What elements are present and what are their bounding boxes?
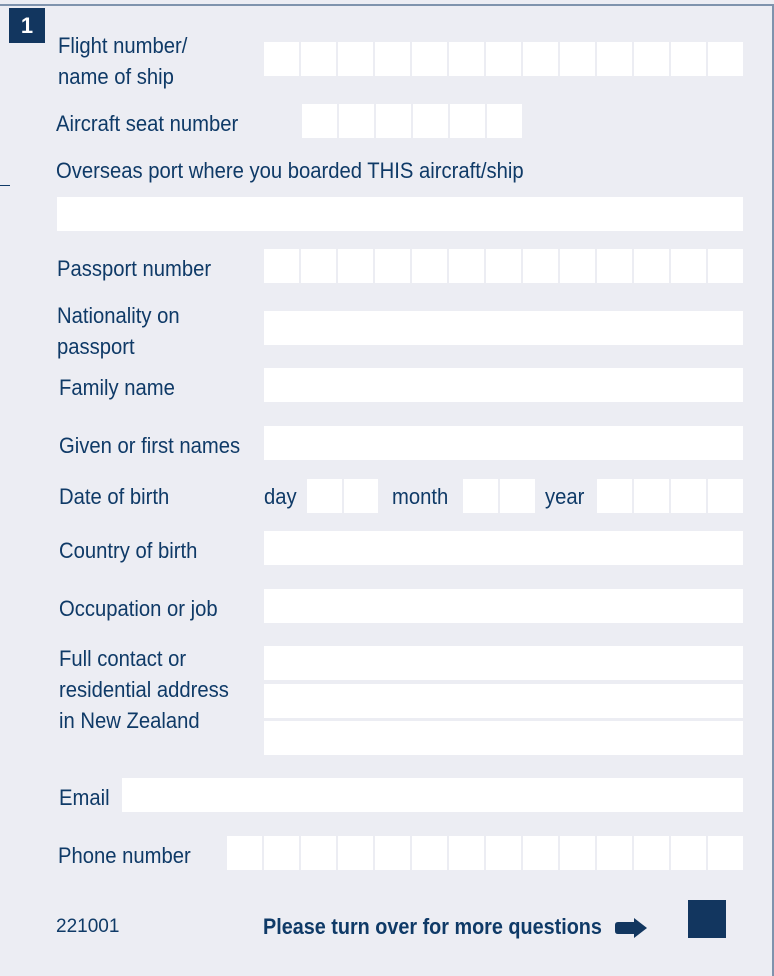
seat-number-label: Aircraft seat number <box>56 111 239 136</box>
address-label: Full contact or residential address in New Zealand <box>59 646 229 733</box>
phone-number-label: Phone number <box>58 843 191 868</box>
family-name-field[interactable] <box>264 368 743 402</box>
form-code: 221001 <box>56 916 120 937</box>
address-line-2-field[interactable] <box>264 684 743 718</box>
country-of-birth-label: Country of birth <box>59 538 198 563</box>
seat-number-field[interactable] <box>302 104 522 138</box>
given-names-field[interactable] <box>264 426 743 460</box>
given-names-label: Given or first names <box>59 433 241 458</box>
occupation-field[interactable] <box>264 589 743 623</box>
day-label: day <box>264 484 297 509</box>
year-label: year <box>545 484 585 509</box>
top-border <box>0 4 774 6</box>
nationality-label: Nationality on passport <box>57 303 180 359</box>
section-number: 1 <box>9 8 45 43</box>
country-of-birth-field[interactable] <box>264 531 743 565</box>
dob-label: Date of birth <box>59 484 170 509</box>
passport-number-label: Passport number <box>57 256 212 281</box>
dob-year-field[interactable] <box>597 479 743 513</box>
address-line-1-field[interactable] <box>264 646 743 680</box>
phone-number-field[interactable] <box>227 836 743 870</box>
port-label: Overseas port where you boarded THIS aircraft/ship <box>56 158 524 183</box>
month-label: month <box>392 484 449 509</box>
flight-number-field[interactable] <box>264 42 743 76</box>
turn-over-text: Please turn over for more questions <box>263 914 602 939</box>
email-field[interactable] <box>122 778 743 812</box>
flight-number-label: Flight number/ name of ship <box>58 33 188 89</box>
dob-month-field[interactable] <box>463 479 535 513</box>
square-marker <box>688 900 726 938</box>
nationality-field[interactable] <box>264 311 743 345</box>
right-arrow-icon <box>614 917 648 939</box>
family-name-label: Family name <box>59 375 175 400</box>
passport-number-field[interactable] <box>264 249 743 283</box>
occupation-label: Occupation or job <box>59 596 218 621</box>
dob-day-field[interactable] <box>307 479 378 513</box>
email-label: Email <box>59 785 110 810</box>
port-field[interactable] <box>57 197 743 231</box>
address-line-3-field[interactable] <box>264 721 743 755</box>
fold-mark <box>0 185 10 186</box>
